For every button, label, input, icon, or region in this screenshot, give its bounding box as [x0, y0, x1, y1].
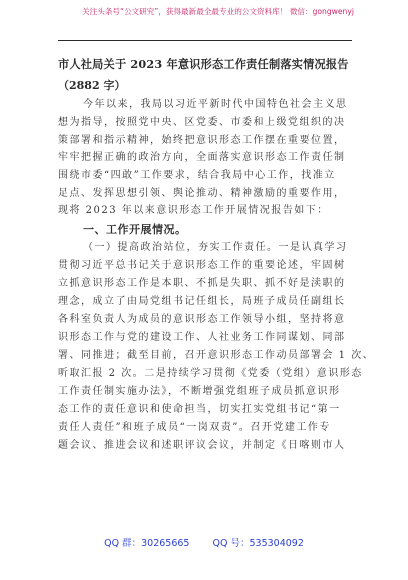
- body-line: 各科室负责人为成员的意识形态工作领导小组，坚持将意: [58, 314, 346, 325]
- body-line: 题会议、推进会议和述职评议会议，并制定《日喀则市人: [58, 440, 346, 451]
- body-line: 态工作的责任意识和使命担当，切实扛实党组书记“第一: [58, 404, 341, 415]
- body-line: 识形态工作与党的建设工作、人社业务工作同谋划、同部: [58, 332, 346, 343]
- qq-group-number: QQ 群：30265665: [104, 538, 190, 549]
- body-line: （一）提高政治站位，夯实工作责任。一是认真学习: [83, 242, 348, 253]
- body-line: 现将 2023 年以来意识形态工作开展情况报告如下：: [58, 205, 329, 216]
- footer-contact: [0, 535, 408, 553]
- word-count: （2882 字）: [58, 79, 126, 92]
- body-line: 今年以来，我局以习近平新时代中国特色社会主义思: [83, 99, 348, 110]
- body-line: 策部署和指示精神，始终把意识形态工作摆在重要位置，: [58, 135, 346, 146]
- promo-banner-text: 关注头条号“公文研究”，获得最新最全最专业的公文资料库！ 微信：gongwenyj: [82, 6, 354, 16]
- body-line: 想为指导，按照党中央、区党委、市委和上级党组织的决: [58, 117, 346, 128]
- body-line: 围绕市委“四敢”工作要求，结合我局中心工作，找准立: [58, 170, 336, 181]
- section-heading: 一、工作开展情况。: [83, 223, 187, 236]
- body-line: 理念，成立了由局党组书记任组长，局班子成员任副组长: [58, 296, 346, 307]
- body-line: 听取汇报 2 次。二是持续学习贯彻《党委（党组）意识形态: [58, 368, 363, 379]
- header-rule: [58, 40, 352, 41]
- body-line: 牢牢把握正确的政治方向，全面落实意识形态工作责任制: [58, 152, 346, 163]
- qq-account-number: QQ 号：535304092: [212, 538, 304, 549]
- body-line: 立抓意识形态工作是本职、不抓是失职、抓不好是渎职的: [58, 278, 346, 289]
- document-title: 市人社局关于 2023 年意识形态工作责任制落实情况报告: [58, 57, 349, 71]
- promo-banner: [0, 0, 408, 22]
- body-line: 署、同推进；截至目前，召开意识形态工作动员部署会 1 次、: [58, 350, 375, 361]
- body-line: 足点、发挥思想引领、舆论推动、精神激励的重要作用，: [58, 188, 346, 199]
- body-line: 工作责任制实施办法》，不断增强党组班子成员抓意识形: [58, 386, 341, 397]
- body-line: 责任人责任”和班子成员“一岗双责”。召开党建工作专: [58, 422, 331, 433]
- body-line: 贯彻习近平总书记关于意识形态工作的重要论述，牢固树: [58, 260, 346, 271]
